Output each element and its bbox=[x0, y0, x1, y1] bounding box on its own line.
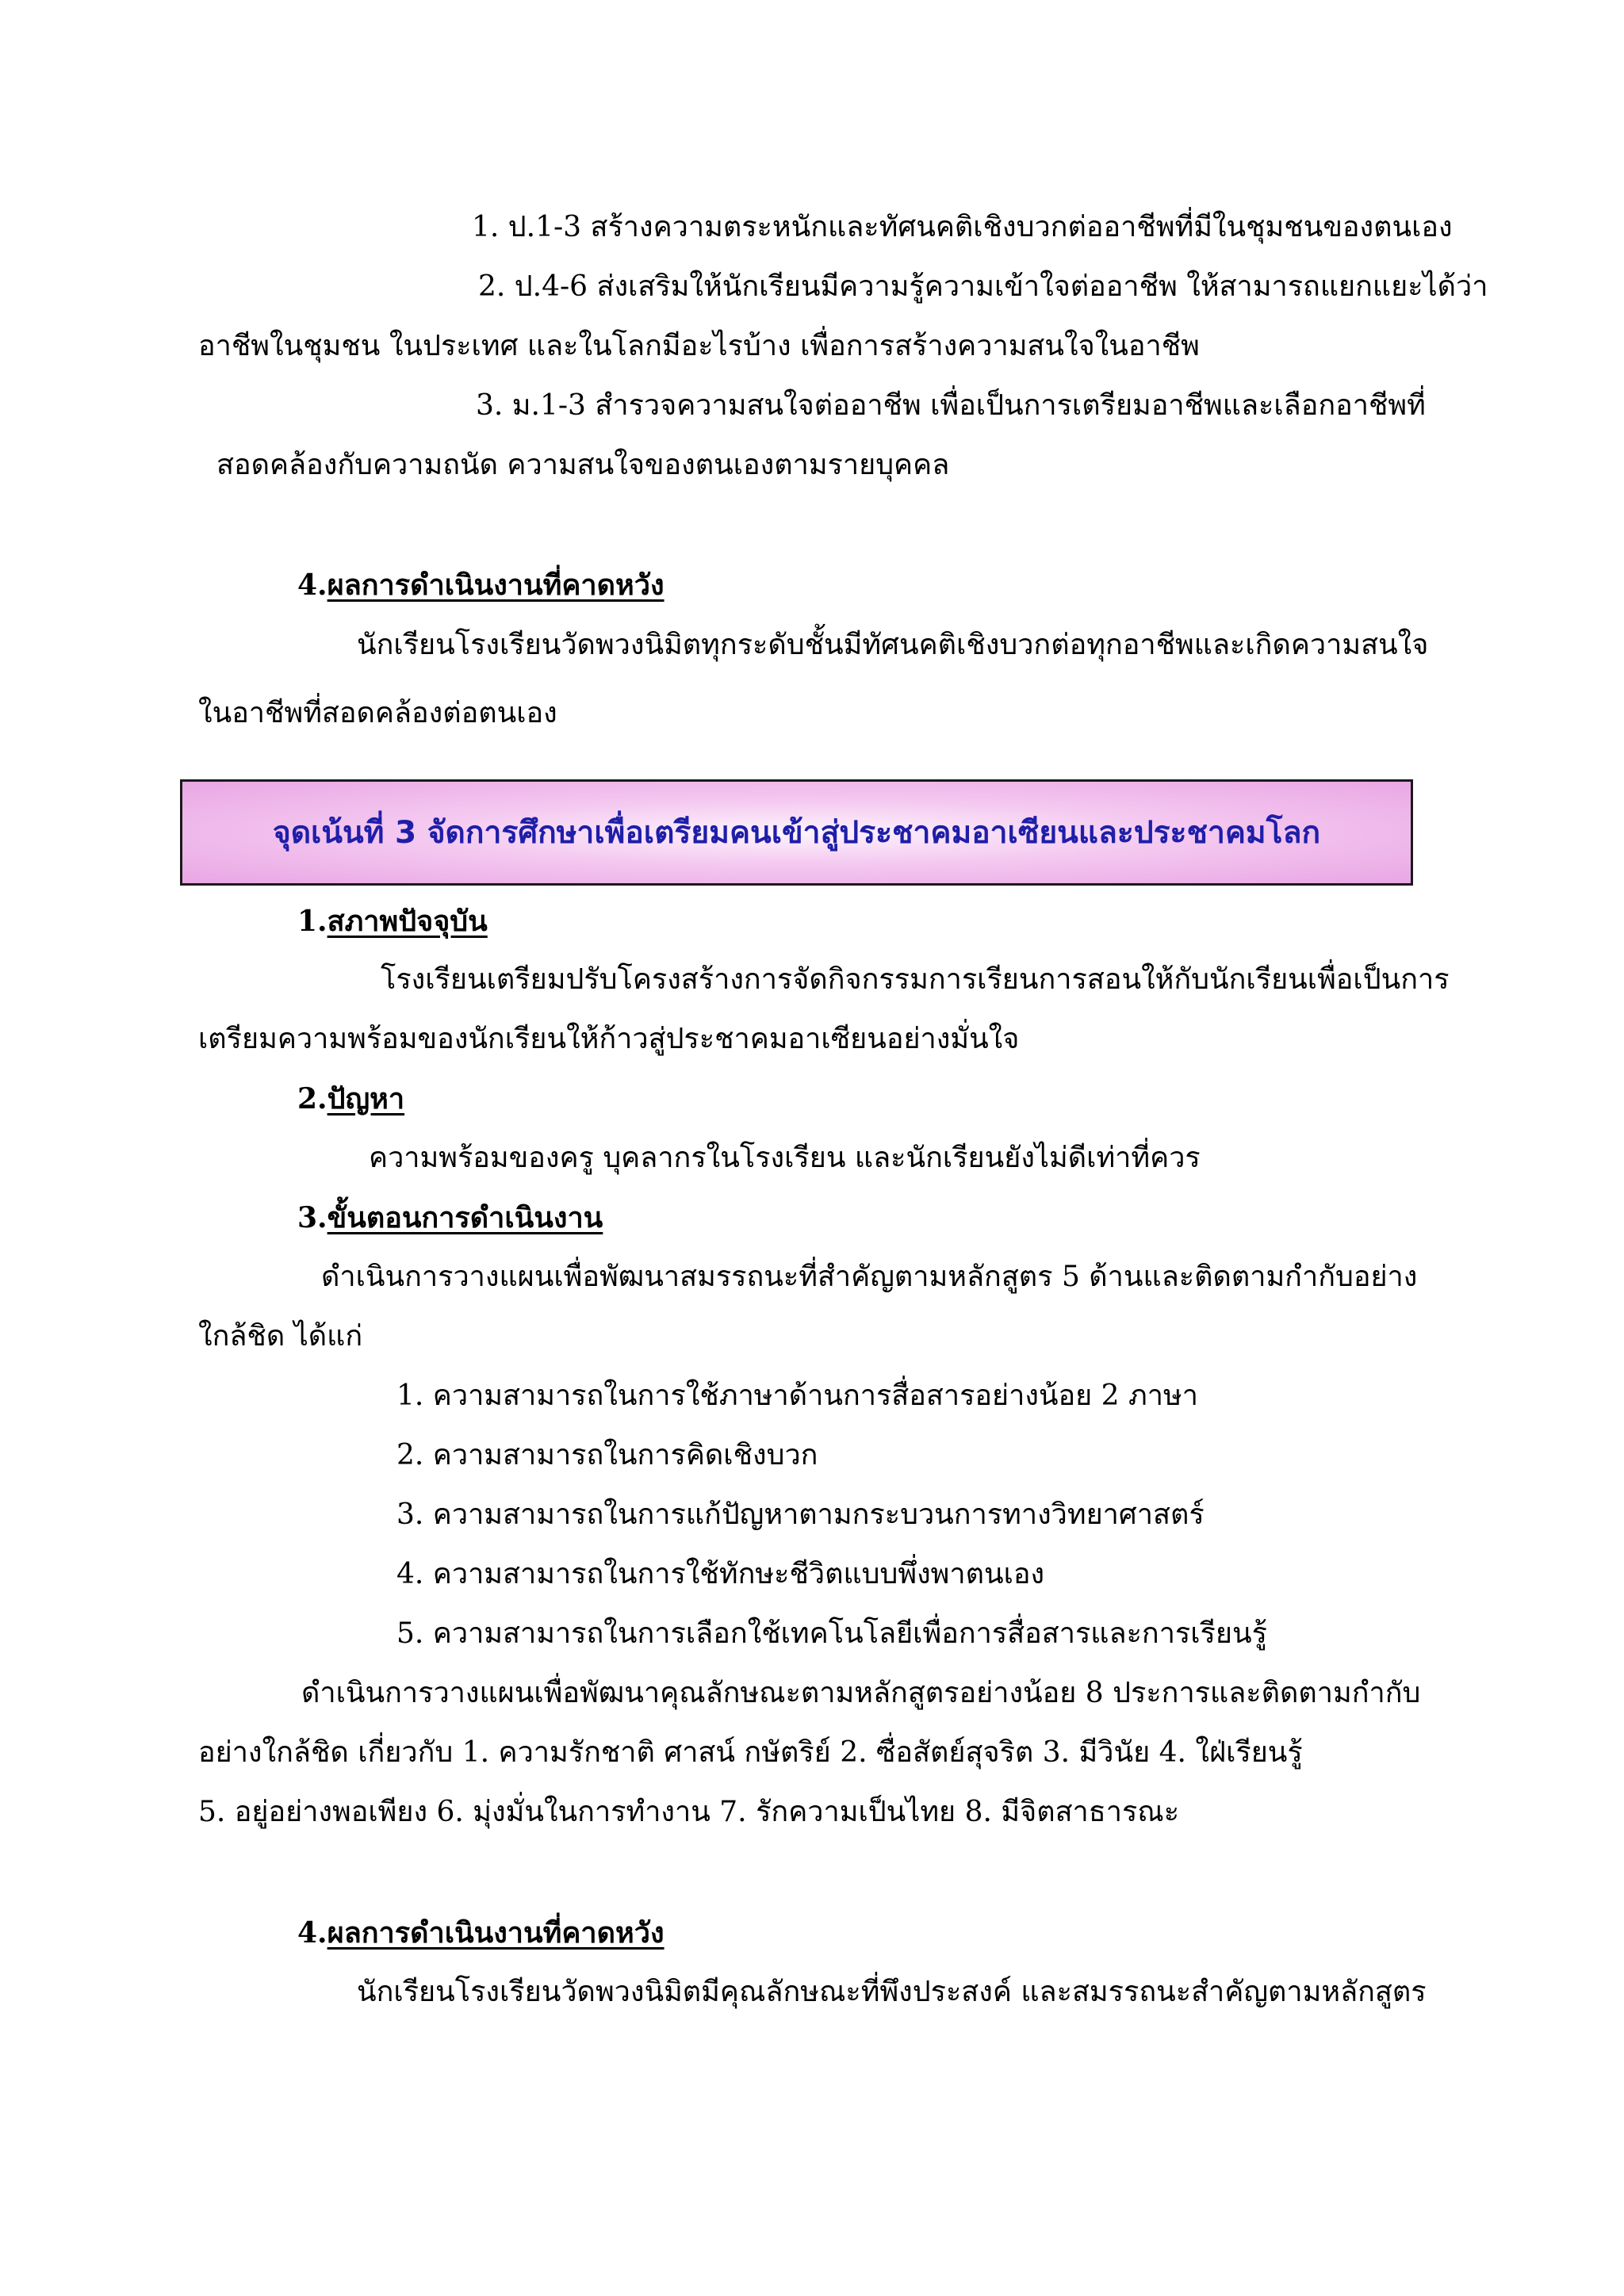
section2-expected-line1: นักเรียนโรงเรียนวัดพวงนิมิตทุกระดับชั้นมีทัศนคติเชิงบวกต่อทุกอาชีพและเกิดความสนใจ bbox=[357, 629, 1429, 661]
heading-number: 1. bbox=[297, 905, 327, 938]
current-state-line1: โรงเรียนเตรียมปรับโครงสร้างการจัดกิจกรรมการเรียนการสอนให้กับนักเรียนเพื่อเป็นการ bbox=[381, 963, 1450, 996]
section2-item-3-line2: สอดคล้องกับความถนัด ความสนใจของตนเองตามรายบุคคล bbox=[216, 449, 950, 481]
heading-text: ผลการดำเนินงานที่คาดหวัง bbox=[327, 1916, 665, 1950]
section3-expected-line1: นักเรียนโรงเรียนวัดพวงนิมิตมีคุณลักษณะที่พึงประสงค์ และสมรรถนะสำคัญตามหลักสูตร bbox=[357, 1976, 1427, 2008]
focus-3-banner-title: จุดเน้นที่ 3 จัดการศึกษาเพื่อเตรียมคนเข้าสู่ประชาคมอาเซียนและประชาคมโลก bbox=[272, 815, 1321, 851]
traits-line1: ดำเนินการวางแผนเพื่อพัฒนาคุณลักษณะตามหลักสูตรอย่างน้อย 8 ประการและติดตามกำกับ bbox=[301, 1677, 1421, 1709]
heading-text: ผลการดำเนินงานที่คาดหวัง bbox=[327, 568, 665, 602]
current-state-heading bbox=[297, 907, 488, 936]
heading-text: ปัญหา bbox=[327, 1082, 405, 1115]
heading-number: 2. bbox=[297, 1082, 327, 1115]
competency-item: 1. ความสามารถในการใช้ภาษาด้านการสื่อสารอย่างน้อย 2 ภาษา bbox=[396, 1380, 1198, 1412]
heading-text: สภาพปัจจุบัน bbox=[327, 905, 488, 938]
competency-item: 3. ความสามารถในการแก้ปัญหาตามกระบวนการทางวิทยาศาสตร์ bbox=[396, 1498, 1205, 1531]
section3-expected-heading bbox=[297, 1916, 665, 1950]
focus-3-banner bbox=[180, 779, 1413, 886]
traits-line3: 5. อยู่อย่างพอเพียง 6. มุ่งมั่นในการทำงาน 7. รักความเป็นไทย 8. มีจิตสาธารณะ bbox=[198, 1796, 1180, 1828]
competency-item: 2. ความสามารถในการคิดเชิงบวก bbox=[396, 1439, 818, 1471]
problem-heading bbox=[297, 1082, 405, 1115]
section2-expected-heading bbox=[297, 568, 665, 602]
competency-item: 5. ความสามารถในการเลือกใช้เทคโนโลยีเพื่อการสื่อสารและการเรียนรู้ bbox=[396, 1617, 1267, 1650]
section2-item-1: 1. ป.1-3 สร้างความตระหนักและทัศนคติเชิงบวกต่ออาชีพที่มีในชุมชนของตนเอง bbox=[472, 211, 1453, 243]
steps-line2: ใกล้ชิด ได้แก่ bbox=[198, 1320, 363, 1353]
current-state-line2: เตรียมความพร้อมของนักเรียนให้ก้าวสู่ประชาคมอาเซียนอย่างมั่นใจ bbox=[198, 1023, 1020, 1055]
steps-heading bbox=[297, 1203, 603, 1232]
competency-item: 4. ความสามารถในการใช้ทักษะชีวิตแบบพึ่งพาตนเอง bbox=[396, 1558, 1045, 1590]
section2-item-2-line2: อาชีพในชุมชน ในประเทศ และในโลกมีอะไรบ้าง เพื่อการสร้างความสนใจในอาชีพ bbox=[198, 330, 1200, 362]
heading-number: 4. bbox=[297, 1916, 327, 1950]
problem-line1: ความพร้อมของครู บุคลากรในโรงเรียน และนักเรียนยังไม่ดีเท่าที่ควร bbox=[369, 1142, 1201, 1174]
heading-text: ขั้นตอนการดำเนินงาน bbox=[327, 1201, 603, 1234]
section2-item-3-line1: 3. ม.1-3 สำรวจความสนใจต่ออาชีพ เพื่อเป็นการเตรียมอาชีพและเลือกอาชีพที่ bbox=[476, 389, 1426, 422]
steps-line1: ดำเนินการวางแผนเพื่อพัฒนาสมรรถนะที่สำคัญตามหลักสูตร 5 ด้านและติดตามกำกับอย่าง bbox=[321, 1261, 1418, 1293]
heading-number: 4. bbox=[297, 568, 327, 602]
section2-expected-line2: ในอาชีพที่สอดคล้องต่อตนเอง bbox=[198, 697, 557, 729]
heading-number: 3. bbox=[297, 1201, 327, 1234]
traits-line2: อย่างใกล้ชิด เกี่ยวกับ 1. ความรักชาติ ศาสน์ กษัตริย์ 2. ซื่อสัตย์สุจริต 3. มีวินัย 4. ใฝ่เรียนรู้ bbox=[198, 1736, 1303, 1769]
section2-item-2-line1: 2. ป.4-6 ส่งเสริมให้นักเรียนมีความรู้ความเข้าใจต่ออาชีพ ให้สามารถแยกแยะได้ว่า bbox=[478, 270, 1488, 303]
